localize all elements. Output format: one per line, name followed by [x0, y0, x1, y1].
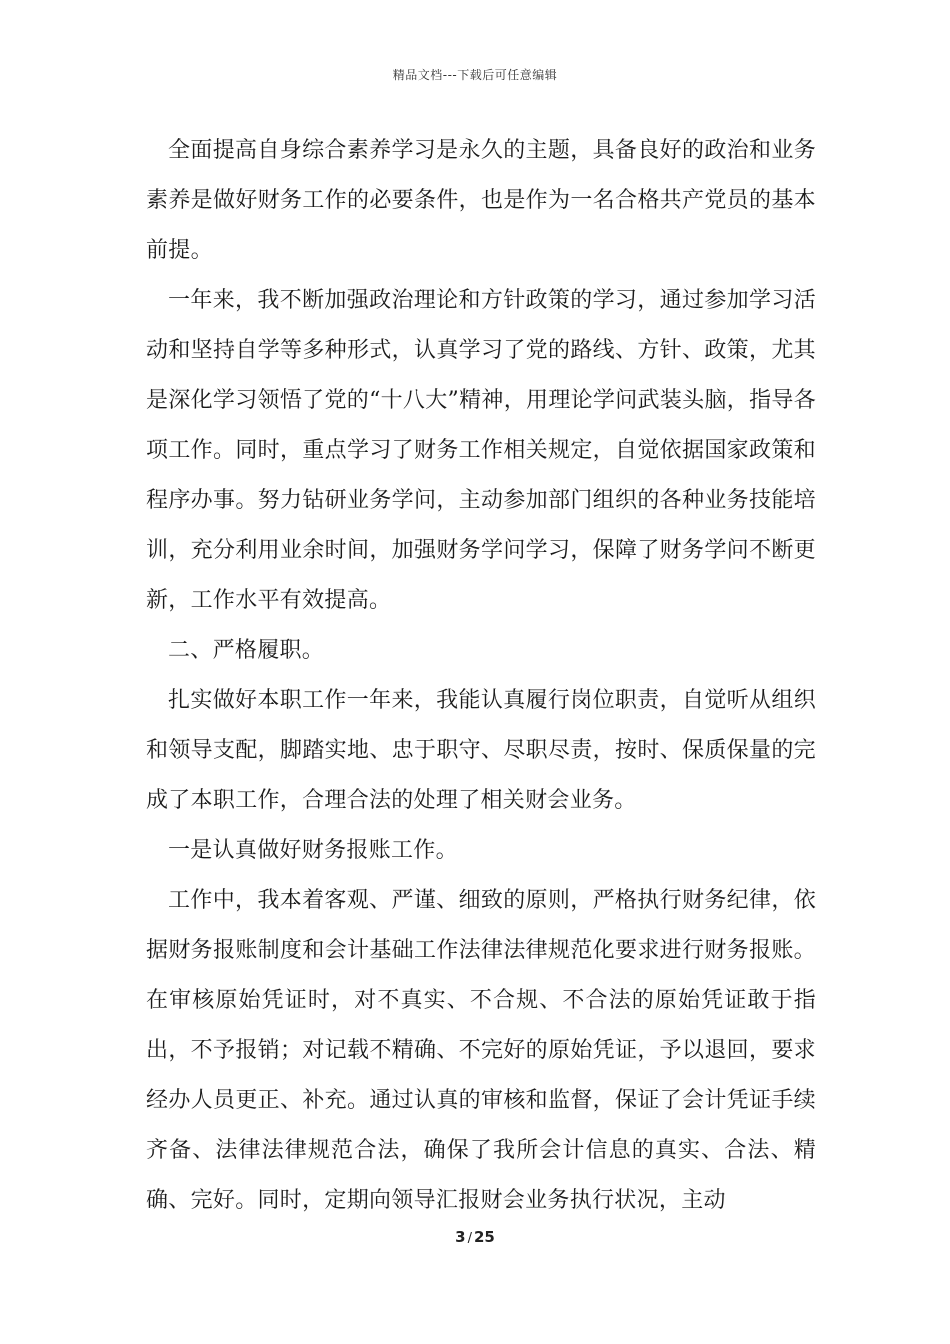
page-number	[0, 1228, 950, 1246]
page-separator: /	[467, 1231, 472, 1246]
document-body	[146, 126, 816, 1226]
section-heading: 二、严格履职。	[168, 638, 325, 663]
document-header: 精品文档---下载后可任意编辑	[392, 68, 558, 82]
paragraph: 一年来，我不断加强政治理论和方针政策的学习，通过参加学习活动和坚持自学等多种形式，认真学习了党的路线、方针、政策，尤其是深化学习领悟了党的“十八大”精神，用理论学问武装头脑，指导各项工作。同时，重点学习了财务工作相关规定，自觉依据国家政策和程序办事。努力钻研业务学问，主动参加部门组织的各种业务技能培训，充分利用业余时间，加强财务学问学习，保障了财务学问不断更新，工作水平有效提高。	[146, 288, 816, 613]
subsection-heading: 一是认真做好财务报账工作。	[168, 838, 458, 863]
current-page: 3	[455, 1228, 466, 1246]
paragraph: 全面提高自身综合素养学习是永久的主题，具备良好的政治和业务素养是做好财务工作的必要条件，也是作为一名合格共产党员的基本前提。	[146, 138, 816, 263]
paragraph: 工作中，我本着客观、严谨、细致的原则，严格执行财务纪律，依据财务报账制度和会计基础工作法律法律规范化要求进行财务报账。在审核原始凭证时，对不真实、不合规、不合法的原始凭证敢于指出，不予报销；对记载不精确、不完好的原始凭证，予以退回，要求经办人员更正、补充。通过认真的审核和监督，保证了会计凭证手续齐备、法律法律规范合法，确保了我所会计信息的真实、合法、精确、完好。同时，定期向领导汇报财会业务执行状况，主动	[146, 888, 816, 1213]
total-pages: 25	[473, 1228, 495, 1246]
paragraph: 扎实做好本职工作一年来，我能认真履行岗位职责，自觉听从组织和领导支配，脚踏实地、忠于职守、尽职尽责，按时、保质保量的完成了本职工作，合理合法的处理了相关财会业务。	[146, 688, 816, 813]
